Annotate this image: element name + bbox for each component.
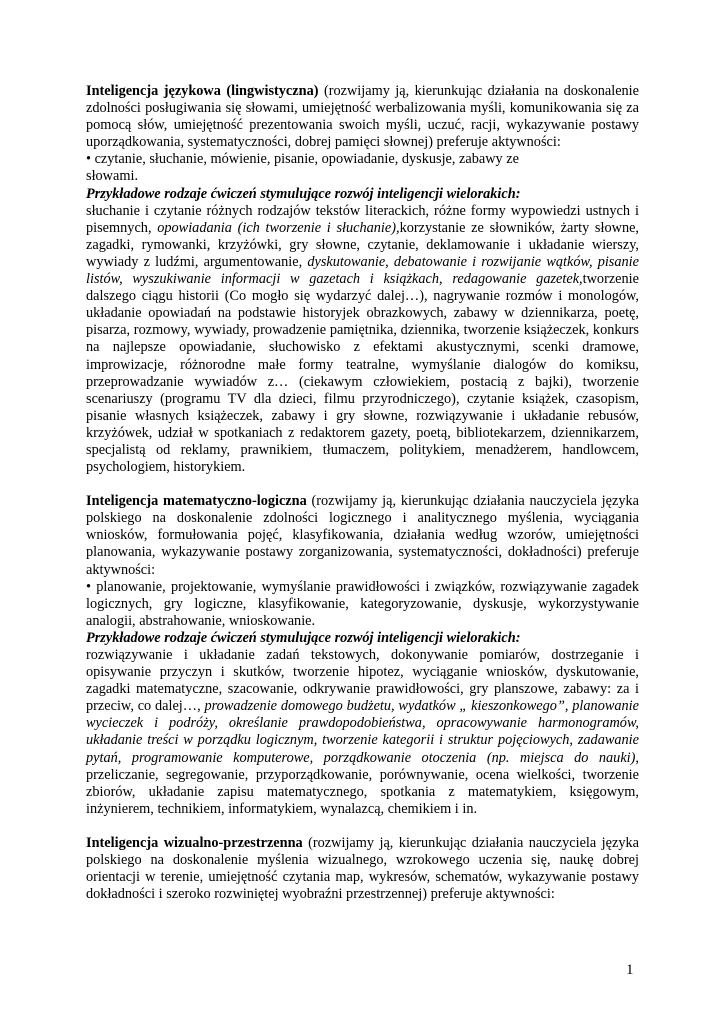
logical-examples-part-2: prowadzenie domowego budżetu, wydatków „ kieszonkowego”, planowanie wycieczek i podróży, określanie prawdopodobieństwa, opracowywanie harmonogramów, układanie treści w porządku logicznym, tworzenie kategorii i struktur pojęciowych, zadawanie pytań, programowanie komputerowe, porządkowanie otoczenia (np. miejsca do nauki): [86, 698, 639, 766]
linguistic-intro-paragraph: [86, 83, 639, 151]
document-page: [86, 83, 639, 903]
visual-intro: (rozwijamy ją, kierunkując działania nauczyciela języka polskiego na doskonalenie myślenia wizualnego, wzrokowego uczenia się, naukę dobrej orientacji w terenie, umiejętność czytania map, wykresów, schematów, wykazywanie postawy dokładności i szeroko rozwiniętej wyobraźni przestrzennej) preferuje aktywności:: [86, 834, 639, 903]
logical-bullet: • planowanie, projektowanie, wymyślanie prawidłowości i związków, rozwiązywanie zagadek logicznych, gry logiczne, klasyfikowanie, kategoryzowanie, dyskusje, wykorzystywanie analogii, abstrahowanie, wnioskowanie.: [86, 578, 639, 629]
logical-intro: (rozwijamy ją, kierunkując działania nauczyciela języka polskiego na doskonalenie zdolności logicznego i analitycznego myślenia, wyciągania wniosków, formułowania pojęć, klasyfikowania, działania według wzorów, umiejętności planowania, wykazywanie postawy zorganizowania, systematyczności, dokładności) preferuje aktywności:: [86, 493, 639, 578]
linguistic-examples-part-5: tworzenie dalszego ciągu historii (Co mogło się wydarzyć dalej…), nagrywanie rozmów i monologów, układanie opowiadań na podstawie historyjek obrazkowych, zabawy w dziennikarza, poetę, pisarza, rozmowy, wywiady, prowadzenie pamiętnika, dziennika, tworzenie książeczek, konkurs na najlepsze opowiadanie, słuchowisko z efektami akustycznymi, scenki dramowe, improwizacje, różnorodne małe formy teatralne, wymyślanie dialogów do komiksu, przeprowadzanie wywiadów z… (ciekawym człowiekiem, postacią z bajki), tworzenie scenariuszy (programu TV dla dzieci, filmu przyrodniczego), czytanie książek, czasopism, pisanie własnych książeczek, zabawy i gry słowne, rozwiązywanie i układanie rebusów, krzyżówek, udział w spotkaniach z redaktorem gazety, poetą, bibliotekarzem, dziennikarzem, specjalistą od reklamy, prawnikiem, tłumaczem, politykiem, menadżerem, handlowcem, psychologiem, historykiem.: [86, 271, 639, 476]
section-linguistic: [86, 83, 639, 476]
visual-heading: Inteligencja wizualno-przestrzenna: [86, 834, 303, 851]
linguistic-examples: [86, 203, 639, 477]
linguistic-bullet: • czytanie, słuchanie, mówienie, pisanie, opowiadanie, dyskusje, zabawy ze słowami.: [86, 151, 519, 185]
logical-examples-heading: Przykładowe rodzaje ćwiczeń stymulujące rozwój inteligencji wielorakich:: [86, 629, 521, 646]
linguistic-intro: (rozwijamy ją, kierunkując działania na doskonalenie zdolności posługiwania się słowami, umiejętność werbalizowania myśli, komunikowania się za pomocą słów, umiejętność prezentowania swoich myśli, uczuć, racji, wykazywanie postawy uporządkowania, systematyczności, dobrej pamięci słownej) preferuje aktywności:: [86, 83, 640, 151]
logical-examples-part-1: rozwiązywanie i układanie zadań tekstowych, dokonywanie pomiarów, dostrzeganie i opisywanie przyczyn i skutków, tworzenie hipotez, wyciąganie wniosków, dyskutowanie, zagadki matematyczne, szacowanie, odkrywanie prawidłowości, gry planszowe, zabawy: za i przeciw, co dalej…,: [86, 647, 639, 715]
linguistic-examples-part-1: słuchanie i czytanie różnych rodzajów tekstów literackich, różne formy wypowiedzi ustnych i pisemnych,: [86, 202, 639, 236]
linguistic-examples-part-3: korzystanie ze słowników, żarty słowne, zagadki, rymowanki, krzyżówki, gry słowne, czytanie, deklamowanie i układanie wierszy, wywiady z ludźmi, argumentowanie,: [86, 219, 640, 270]
logical-intro-paragraph: [86, 493, 639, 578]
linguistic-examples-part-4: dyskutowanie, debatowanie i rozwijanie wątków, pisanie listów, wyszukiwanie informacji w gazetach i książkach, redagowanie gazetek,: [86, 253, 639, 288]
logical-examples-part-3: , przeliczanie, segregowanie, przyporządkowanie, porównywanie, ocena wielkości, tworzenie zbiorów, układanie zapisu matematycznego, spotkania z matematykiem, księgowym, inżynierem, technikiem, informatykiem, wynalazcą, chemikiem i in.: [86, 749, 639, 817]
logical-examples: [86, 647, 639, 818]
linguistic-heading: Inteligencja językowa (lingwistyczna): [86, 83, 319, 99]
linguistic-examples-part-2: opowiadania (ich tworzenie i słuchanie),: [157, 219, 400, 236]
section-logical-mathematical: [86, 493, 639, 818]
visual-intro-paragraph: [86, 835, 639, 903]
logical-heading: Inteligencja matematyczno-logiczna: [86, 493, 307, 510]
linguistic-examples-heading: Przykładowe rodzaje ćwiczeń stymulujące rozwój inteligencji wielorakich:: [86, 185, 521, 202]
page-number: 1: [626, 962, 634, 978]
section-visual-spatial: [86, 835, 639, 903]
